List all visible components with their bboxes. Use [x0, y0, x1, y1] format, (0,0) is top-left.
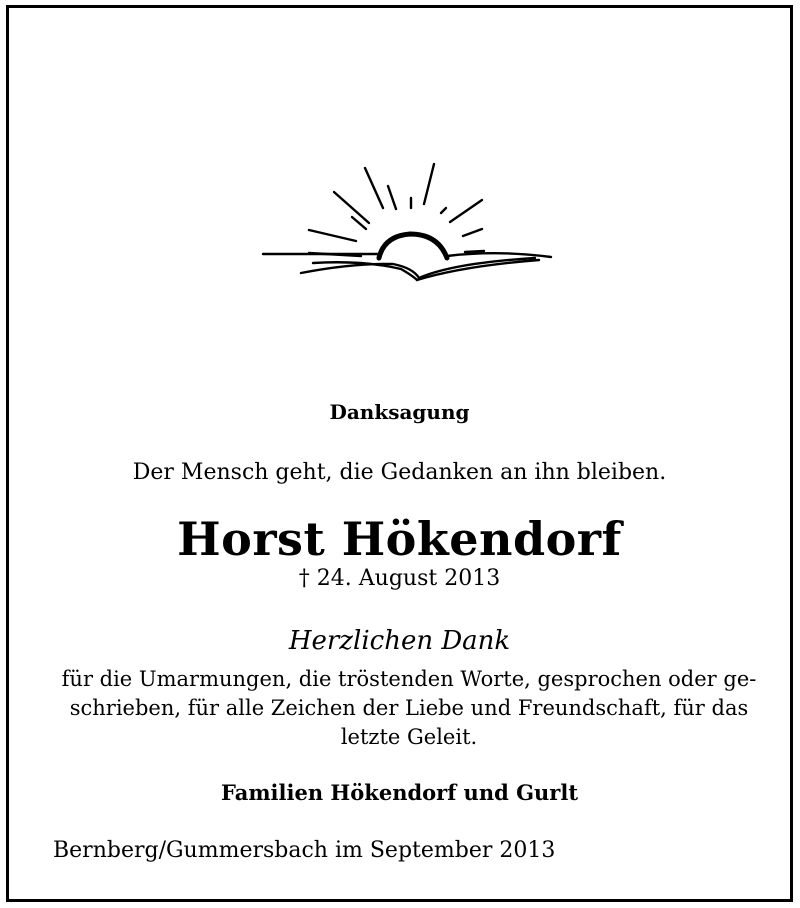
place-date: Bernberg/Gummersbach im September 2013: [53, 838, 556, 863]
notice-heading: Danksagung: [329, 400, 470, 424]
thanks-line: für die Umarmungen, die tröstenden Worte, gesprochen oder ge-: [61, 667, 757, 691]
obituary-card: [6, 5, 793, 902]
families-signature: Familien Hökendorf und Gurlt: [220, 780, 579, 805]
motto-text: Der Mensch geht, die Gedanken an ihn bleiben.: [132, 460, 667, 485]
thanks-paragraph: [49, 665, 769, 752]
death-date: † 24. August 2013: [298, 566, 501, 591]
thanks-title: Herzlichen Dank: [288, 626, 511, 656]
thanks-line: letzte Geleit.: [340, 725, 478, 749]
thanks-line: schrieben, für alle Zeichen der Liebe und Freundschaft, für das: [69, 696, 749, 720]
rising-sun-icon: [253, 156, 563, 291]
deceased-name: Horst Hökendorf: [177, 512, 622, 566]
